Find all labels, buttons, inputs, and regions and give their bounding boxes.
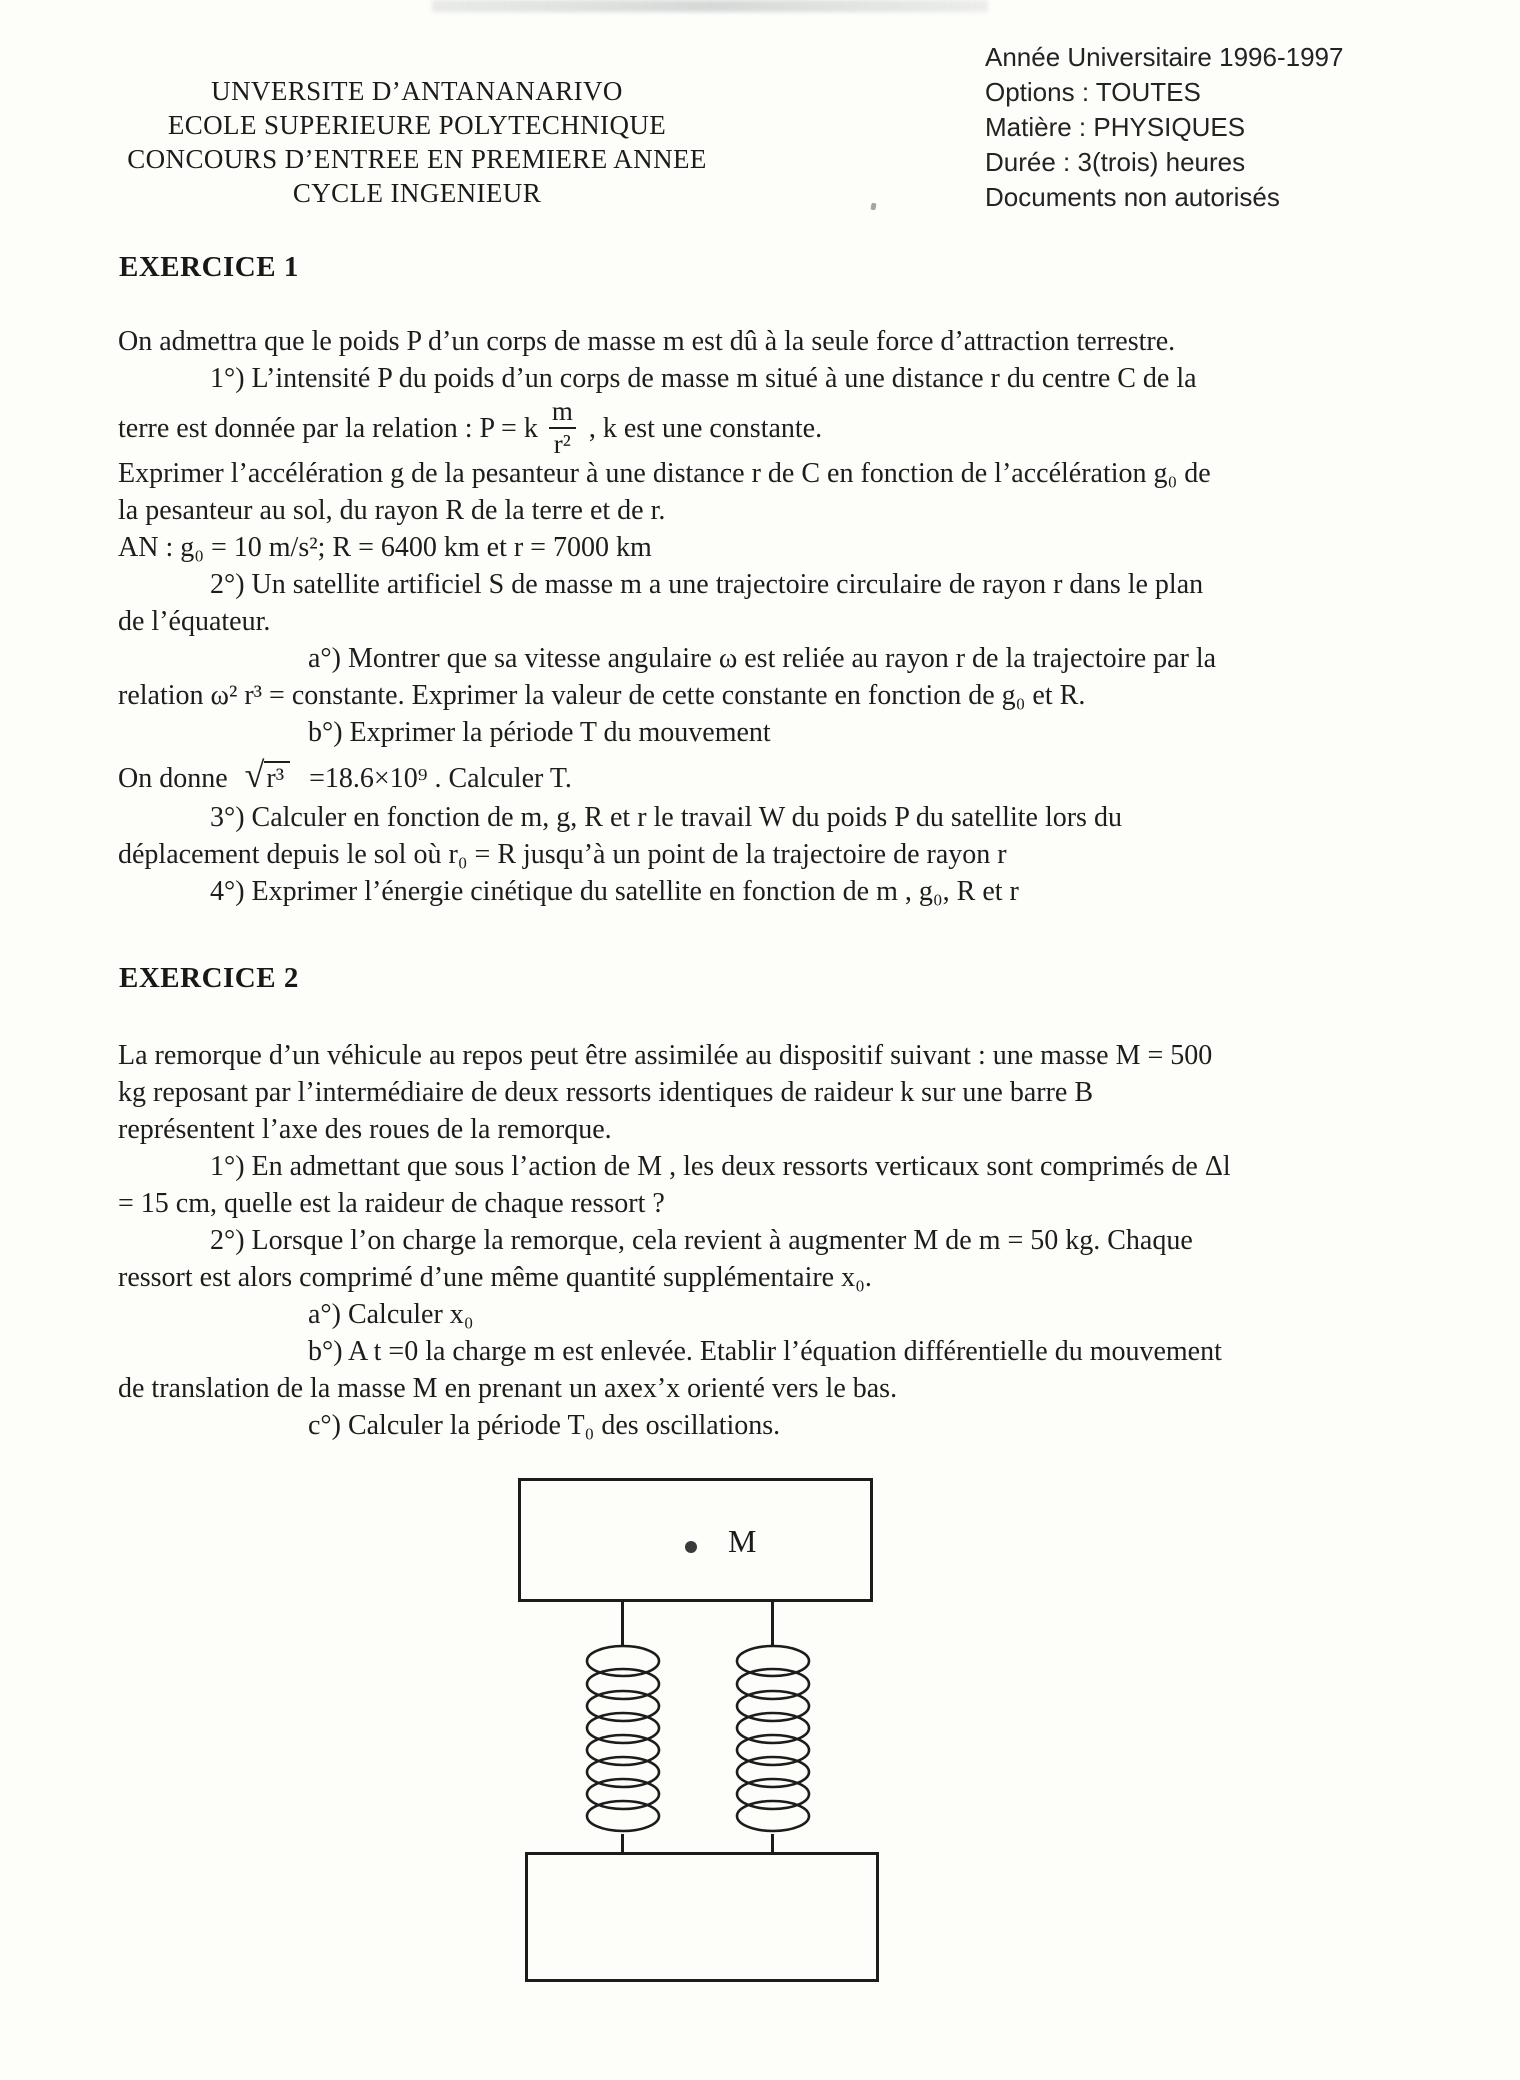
exercise1-body [118, 323, 1458, 910]
mass-label: M [728, 1523, 757, 1559]
spring-left-icon [584, 1644, 662, 1838]
exam-meta-line: Année Universitaire 1996-1997 [985, 42, 1344, 72]
text-line: c°) Calculer la période T₀ des oscillations. [308, 1410, 781, 1441]
institution-line: UNVERSITE D’ANTANANARIVO [211, 76, 623, 106]
exam-meta-line: Matière : PHYSIQUES [985, 112, 1246, 142]
formula-pre: terre est donnée par la relation : P = k [118, 413, 538, 445]
text-line: 3°) Calculer en fonction de m, g, R et r le travail W du poids P du satellite lors du [210, 802, 1122, 833]
institution-line: ECOLE SUPERIEURE POLYTECHNIQUE [167, 110, 667, 140]
text-line: AN : g₀ = 10 m/s²; R = 6400 km et r = 7000 km [118, 532, 652, 563]
spring-right-icon [734, 1644, 812, 1838]
text-line: 1°) L’intensité P du poids d’un corps de masse m situé à une distance r du centre C de la [210, 363, 1197, 394]
text-line: 4°) Exprimer l’énergie cinétique du satellite en fonction de m , g₀, R et r [210, 876, 1019, 907]
text-line: b°) Exprimer la période T du mouvement [308, 717, 771, 748]
text-line: déplacement depuis le sol où r₀ = R jusqu’à un point de la trajectoire de rayon r [118, 839, 1007, 870]
exercise2-body [118, 1037, 1458, 1444]
trailer-diagram [518, 1478, 884, 1990]
text-line: On admettra que le poids P d’un corps de masse m est dû à la seule force d’attraction terrestre. [118, 326, 1176, 357]
connector-line [771, 1834, 774, 1854]
exam-meta-block [985, 40, 1343, 215]
square-root [245, 751, 290, 803]
text-line: 2°) Lorsque l’on charge la remorque, cela revient à augmenter M de m = 50 kg. Chaque [210, 1225, 1193, 1256]
sqrt-post: =18.6×10⁹ . Calculer T. [309, 763, 572, 794]
connector-line [621, 1834, 624, 1854]
text-line: = 15 cm, quelle est la raideur de chaque ressort ? [118, 1188, 665, 1219]
exam-meta-line: Options : TOUTES [985, 77, 1201, 107]
scan-artifact [432, 0, 988, 12]
connector-line [621, 1600, 624, 1647]
radical-sign: √ [244, 755, 265, 795]
sqrt-pre: On donne [118, 763, 228, 794]
connector-line [771, 1600, 774, 1647]
center-dot [685, 1541, 697, 1553]
institution-line: CYCLE INGENIEUR [292, 178, 542, 208]
mass-block [518, 1478, 873, 1602]
fraction-numerator: m [549, 397, 576, 429]
fraction-denominator: r² [553, 428, 571, 459]
text-line: ressort est alors comprimé d’une même quantité supplémentaire x₀. [118, 1262, 872, 1293]
institution-block [88, 74, 746, 210]
exercise2-title: EXERCICE 2 [119, 962, 299, 994]
text-line: b°) A t =0 la charge m est enlevée. Etablir l’équation différentielle du mouvement [308, 1336, 1222, 1367]
sqrt-formula-line [118, 751, 1458, 799]
exam-meta-line: Durée : 3(trois) heures [985, 147, 1246, 177]
exam-meta-line: Documents non autorisés [985, 182, 1280, 212]
institution-line: CONCOURS D’ENTREE EN PREMIERE ANNEE [127, 144, 707, 174]
weight-formula-line [118, 396, 1458, 459]
text-line: 1°) En admettant que sous l’action de M , les deux ressorts verticaux sont comprimés de Δl [210, 1151, 1231, 1182]
text-line: de translation de la masse M en prenant un axex’x orienté vers le bas. [118, 1373, 898, 1404]
text-line: La remorque d’un véhicule au repos peut être assimilée au dispositif suivant : une masse M = 500 [118, 1040, 1213, 1071]
formula-post: , k est une constante. [588, 413, 823, 445]
text-line: a°) Montrer que sa vitesse angulaire ω est reliée au rayon r de la trajectoire par la [308, 643, 1217, 674]
bar-block [525, 1852, 879, 1982]
fraction-m-over-r2 [549, 397, 576, 458]
text-line: la pesanteur au sol, du rayon R de la terre et de r. [118, 495, 666, 526]
exercise1-title: EXERCICE 1 [119, 251, 299, 283]
text-line: Exprimer l’accélération g de la pesanteur à une distance r de C en fonction de l’accélération g₀ de [118, 458, 1211, 489]
scan-speck [870, 203, 876, 211]
text-line: kg reposant par l’intermédiaire de deux ressorts identiques de raideur k sur une barre B [118, 1077, 1093, 1108]
text-line: 2°) Un satellite artificiel S de masse m a une trajectoire circulaire de rayon r dans le plan [210, 569, 1204, 600]
text-line: de l’équateur. [118, 606, 271, 637]
text-line: a°) Calculer x₀ [308, 1299, 474, 1330]
text-line: relation ω² r³ = constante. Exprimer la valeur de cette constante en fonction de g₀ et R. [118, 680, 1086, 711]
radicand: r³ [264, 761, 290, 794]
text-line: représentent l’axe des roues de la remorque. [118, 1114, 612, 1145]
